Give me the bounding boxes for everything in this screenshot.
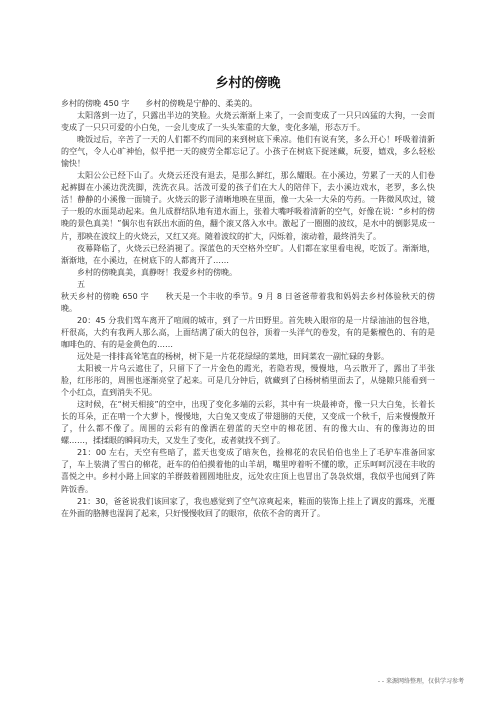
section-number: 五 [77,279,85,289]
paragraph: 远处是一排排高耸笔直的杨树，树下是一片花花绿绿的菜地，田间菜农一副忙碌的身影。 [77,351,389,361]
paragraph: 太阳被一片乌云遮住了，只留下了一片金色的霞光，若隐若现，慢慢地，乌云散开了，露出了半张脸，红彤彤的，周围也逐渐亮堂了起来。可是几分钟后，就藏到了白杨树梢里面去了，从缝隙只能看到一个小红点，直到消失不见。 [61,364,435,398]
paragraph: 这时候，在“树天相接”的空中，出现了变化多端的云彩，其中有一块最神奇，像一只大白兔，长着长长的耳朵，正在啃一个大萝卜，慢慢地，大白兔又变成了带翅膀的天使，又变成一个秋千，后来慢慢散开了，什么都不像了。周围的云彩有的像洒在碧蓝的天空中的棉花团、有的像大山、有的像海边的田螺……，揉揉眼的瞬间功夫，又发生了变化，或者就找不到了。 [61,400,435,446]
paragraph: 21：00 左右，天空有些暗了，蓝天也变成了暗灰色，捡棉花的农民伯伯也坐上了毛驴车准备回家了，车上装满了雪白的棉花，赶车的伯伯摸着他的山羊胡，嘴里哼着听不懂的歌，正乐呵呵沉浸在丰收的喜悦之中。乡村小路上回家的羊群鼓着圆圆地肚皮，远处农庄顶上也冒出了袅袅炊烟，我似乎也闻到了阵阵饭香。 [61,448,435,494]
paragraph: 太阳公公已经下山了。火烧云还没有退去，是那么鲜红，那么耀眼。在小溪边，劳累了一天的人们卷起裤脚在小溪边洗洗脚，洗洗衣具。活泼可爱的孩子们在大人的陪伴下，去小溪边戏水，老罗，多么快活！静静的小溪像一面镜子。火烧云的影子清晰地映在里面，像一大朵一大朵的芍药。一阵微风吹过，镜子一般的水面晃动起来。鱼儿成群结队地有道水面上，张着大嘴呼吸着清新的空气，好像在说：“乡村的傍晚的景色真美！”偶尔也有跃出水面的鱼，翻个滚又落入水中。激起了一圈圈的波纹，是水中的倒影晃成一片，那映在波纹上的火烧云，又红又亮。随着波纹的扩大，闪烁着，滚动着，最终消失了。 [61,171,435,241]
paragraph: 21：30，爸爸说我们该回家了，我也感觉到了空气凉爽起来，鞋面的装饰上挂上了调皮的露珠，光覆在外面的胳膊也湿润了起来，只好慢慢收回了的眼帘，依依不舍的离开了。 [61,496,435,518]
article-body [61,98,435,520]
paragraph: 夜幕降临了，火烧云已经消褪了。深蓝色的天空格外空旷。人们都在家里看电视，吃饭了。渐渐地，渐渐地，在小溪边，在树底下的人都离开了…… [61,243,435,265]
paragraph: 秋天乡村的傍晚 650 字 秋天是一个丰收的季节。9 月 8 日爸爸带着我和妈妈去乡村体验秋天的傍晚。 [61,291,435,313]
paragraph: 20：45 分我们驾车离开了喧闹的城市，到了一片田野里。首先映入眼帘的是一片绿油油的包谷地，杆很高，大约有我两人那么高，上面结满了硕大的包谷，顶着一头洋气的卷发，有的是紫檀色的、有的是咖啡色的、有的是金黄色的…… [61,315,435,349]
paragraph: 晚饭过后，辛苦了一天的人们都不约而同的来到树底下乘凉。他们有说有笑，多么开心！呼吸着清新的空气，令人心旷神怡，似乎把一天的疲劳全都忘记了。小孩子在树底下捉迷藏，玩耍，嬉戏，多么轻松愉快！ [61,135,435,169]
paragraph: 乡村的傍晚 450 字 乡村的傍晚是宁静的、柔美的。 [61,99,258,108]
source-footer: - - 来源网络整理，仅供学习参考 [377,678,464,685]
page-title: 乡村的傍晚 [215,76,281,91]
paragraph: 太阳落到一边了，只露出半边的笑脸。火烧云渐渐上来了，一会而变成了一只只凶猛的大狗，一会而变成了一只只可爱的小白兔，一会儿变成了一头头笨重的大象，变化多端，形态万千。 [61,111,435,133]
paragraph: 乡村的傍晚真美，真静呀！我爱乡村的傍晚。 [77,267,237,277]
